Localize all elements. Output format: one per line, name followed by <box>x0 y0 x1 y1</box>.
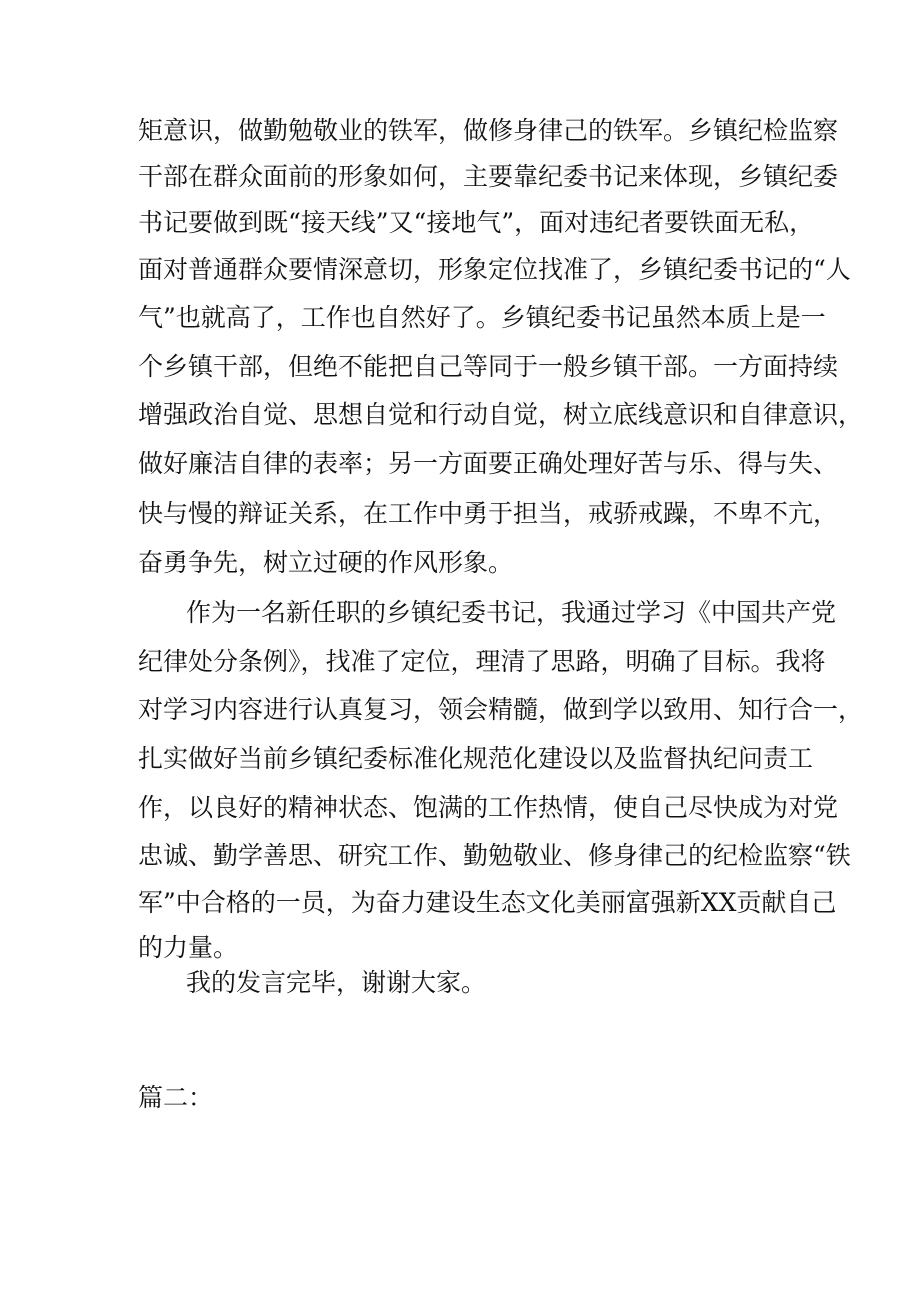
closing-remark: 我的发言完毕，谢谢大家。 <box>186 968 487 997</box>
paragraph-1-line-3: 书记要做到既“接天线”又“接地气”，面对违纪者要铁面无私， <box>138 208 815 237</box>
paragraph-2-line-1: 作为一名新任职的乡镇纪委书记，我通过学习《中国共产党 <box>186 598 837 627</box>
paragraph-2-line-7: 军”中合格的一员，为奋力建设生态文化美丽富强新XX贡献自己 <box>138 888 837 917</box>
paragraph-1-line-1: 矩意识，做勤勉敬业的铁军，做修身律己的铁军。乡镇纪检监察 <box>138 116 839 145</box>
paragraph-2-line-2: 纪律处分条例》，找准了定位，理清了思路，明确了目标。我将 <box>138 647 826 676</box>
paragraph-1-line-7: 增强政治自觉、思想自觉和行动自觉，树立底线意识和自律意识， <box>138 400 864 429</box>
paragraph-2-line-4: 扎实做好当前乡镇纪委标准化规范化建设以及监督执纪问责工 <box>138 744 814 773</box>
section-heading: 篇二： <box>138 1083 214 1112</box>
paragraph-1-line-4: 面对普通群众要情深意切，形象定位找准了，乡镇纪委书记的“人 <box>138 255 851 284</box>
paragraph-2-line-5: 作，以良好的精神状态、饱满的工作热情，使自己尽快成为对党 <box>138 793 839 822</box>
paragraph-1-line-9: 快与慢的辩证关系，在工作中勇于担当，戒骄戒躁，不卑不亢， <box>138 499 839 528</box>
paragraph-2-line-8: 的力量。 <box>138 933 239 962</box>
paragraph-1-line-2: 干部在群众面前的形象如何，主要靠纪委书记来体现，乡镇纪委 <box>138 162 839 191</box>
paragraph-1-line-5: 气”也就高了，工作也自然好了。乡镇纪委书记虽然本质上是一 <box>138 303 826 332</box>
paragraph-2-line-3: 对学习内容进行认真复习，领会精髓，做到学以致用、知行合一， <box>138 695 864 724</box>
paragraph-1-line-8: 做好廉洁自律的表率；另一方面要正确处理好苦与乐、得与失、 <box>138 449 839 478</box>
paragraph-2-line-6: 忠诚、勤学善思、研究工作、勤勉敬业、修身律己的纪检监察“铁 <box>138 841 851 870</box>
paragraph-1-line-10: 奋勇争先，树立过硬的作风形象。 <box>138 548 514 577</box>
paragraph-1-line-6: 个乡镇干部，但绝不能把自己等同于一般乡镇干部。一方面持续 <box>138 352 839 381</box>
